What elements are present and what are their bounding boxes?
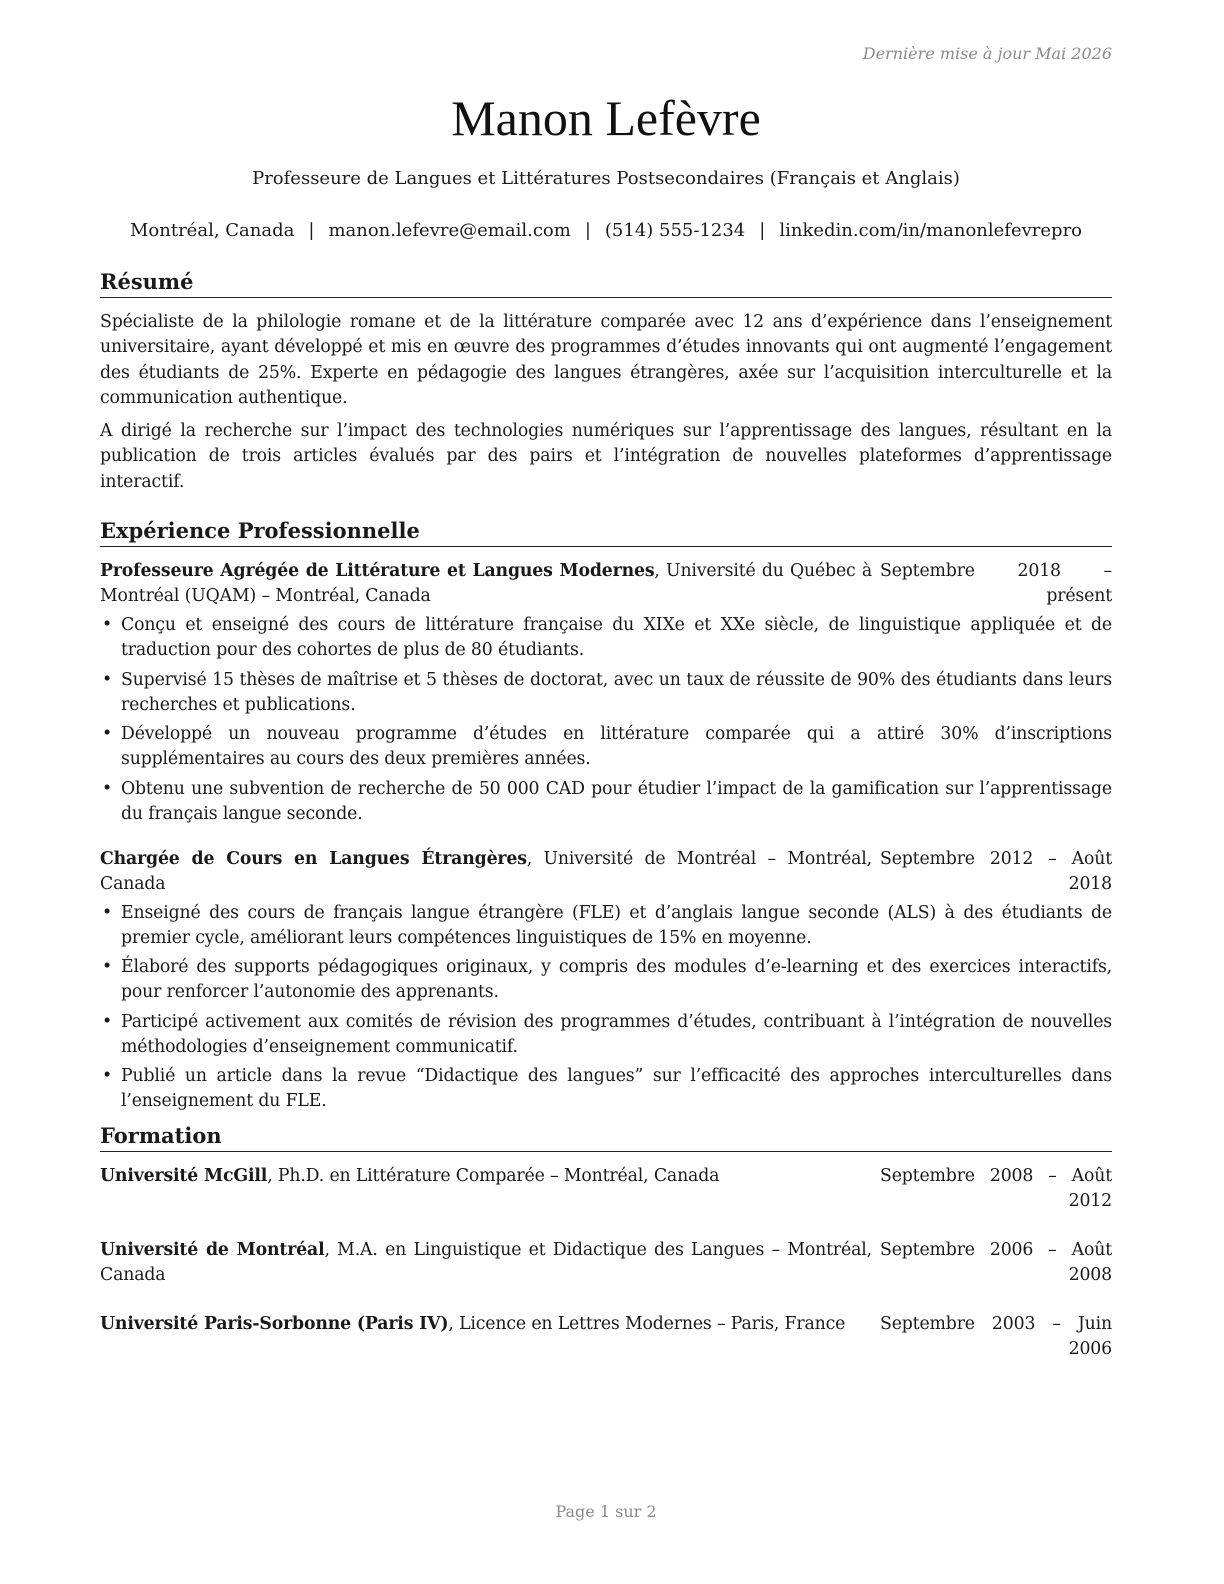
list-item: • Développé un nouveau programme d’études en littérature comparée qui a attiré 30% d’inscriptions supplémentaires au cours des deux premières années. [102,724,1112,770]
entry-degree: , Ph.D. en Littérature Comparée – Montréal, Canada [267,1166,720,1187]
list-item: • Participé activement aux comités de révision des programmes d’études, contribuant à l’intégration de nouvelles méthodologies d’enseignement communicatif. [102,1011,1112,1057]
experience-entry [100,559,1112,827]
entry-dates: Septembre 2008 – Août 2012 [880,1166,1112,1212]
contact-separator: | [584,220,591,241]
list-item: • Élaboré des supports pédagogiques originaux, y compris des modules d’e-learning et des exercices interactifs, pour renforcer l’autonomie des apprenants. [102,957,1112,1003]
entry-title [100,1238,880,1288]
bullet-icon: • [102,1011,113,1032]
entry-role: Professeure Agrégée de Littérature et Langues Modernes [100,561,655,582]
list-item: • Enseigné des cours de français langue étrangère (FLE) et d’anglais langue seconde (ALS) à des étudiants de premier cycle, améliorant leurs compétences linguistiques de 15% en moyenne. [102,902,1112,948]
resume-content [100,268,1112,1384]
entry-organization: , Université du Québec à Montréal (UQAM) – Montréal, Canada [100,561,872,607]
section-title-summary: Résumé [100,268,1112,298]
summary-paragraph: A dirigé la recherche sur l’impact des technologies numériques sur l’apprentissage des langues, résultant en la publication de trois articles évalués par des pairs et l’intégration de nouvelles plateformes d’apprentissage interactif. [100,421,1112,492]
entry-degree: , M.A. en Linguistique et Didactique des Langues – Montréal, Canada [100,1240,872,1286]
bullet-icon: • [102,957,113,978]
entry-degree: , Licence en Lettres Modernes – Paris, France [448,1314,846,1335]
bullet-icon: • [102,669,113,690]
bullet-list [100,613,1112,827]
entry-heading [100,1238,1112,1288]
entry-heading [100,847,1112,897]
entry-heading [100,1312,1112,1362]
candidate-name: Manon Lefèvre [451,90,761,146]
experience-section [100,517,1112,1114]
entry-dates: Septembre 2003 – Juin 2006 [880,1314,1112,1360]
education-entry [100,1238,1112,1288]
list-item: • Publié un article dans la revue “Didactique des langues” sur l’efficacité des approches interculturelles dans l’enseignement du FLE. [102,1066,1112,1112]
entry-heading [100,559,1112,609]
bullet-list [100,901,1112,1115]
summary-section [100,268,1112,495]
experience-entry [100,847,1112,1115]
entry-school: Université de Montréal [100,1240,325,1261]
bullet-icon: • [102,724,113,745]
list-item: • Obtenu une subvention de recherche de 50 000 CAD pour étudier l’impact de la gamification sur l’apprentissage du français langue seconde. [102,778,1112,824]
summary-paragraph: Spécialiste de la philologie romane et de la littérature comparée avec 12 ans d’expérience dans l’enseignement universitaire, ayant développé et mis en œuvre des programmes d’études innovants qui ont augmenté l’engagement des étudiants de 25%. Experte en pédagogie des langues étrangères, axée sur l’acquisition interculturelle et la communication authentique. [100,312,1112,408]
contact-separator: | [308,220,315,241]
entry-title [100,1164,880,1214]
education-entry [100,1312,1112,1362]
section-title-experience: Expérience Professionnelle [100,517,1112,547]
entry-title [100,847,880,897]
bullet-icon: • [102,902,113,923]
contact-separator: | [759,220,766,241]
entry-organization: , Université de Montréal – Montréal, Canada [100,848,872,894]
contact-phone: (514) 555-1234 [604,220,746,241]
bullet-icon: • [102,778,113,799]
bullet-icon: • [102,1066,113,1087]
contact-line [100,218,1112,244]
section-title-education: Formation [100,1122,1112,1152]
contact-location: Montréal, Canada [129,220,295,241]
headline: Professeure de Langues et Littératures Postsecondaires (Français et Anglais) [252,168,960,189]
entry-role: Chargée de Cours en Langues Étrangères [100,848,527,869]
list-item: • Supervisé 15 thèses de maîtrise et 5 thèses de doctorat, avec un taux de réussite de 90% des étudiants dans leurs recherches et publications. [102,669,1112,715]
entry-dates: Septembre 2006 – Août 2008 [880,1240,1112,1286]
last-updated: Dernière mise à jour Mai 2026 [862,44,1112,63]
entry-school: Université McGill [100,1166,268,1187]
list-item: • Conçu et enseigné des cours de littérature française du XIXe et XXe siècle, de linguistique appliquée et de traduction pour des cohortes de plus de 80 étudiants. [102,615,1112,661]
entry-heading [100,1164,1112,1214]
entry-school: Université Paris-Sorbonne (Paris IV) [100,1314,449,1335]
contact-email[interactable]: manon.lefevre@email.com [328,220,571,241]
entry-dates: Septembre 2018 – présent [880,561,1112,607]
resume-page [100,0,1112,1584]
page-number: Page 1 sur 2 [555,1502,657,1521]
bullet-icon: • [102,615,113,636]
entry-title [100,559,880,609]
entry-title [100,1312,880,1362]
contact-linkedin[interactable]: linkedin.com/in/manonlefevrepro [779,220,1083,241]
entry-dates: Septembre 2012 – Août 2018 [880,848,1112,894]
education-entry [100,1164,1112,1214]
education-section [100,1122,1112,1362]
